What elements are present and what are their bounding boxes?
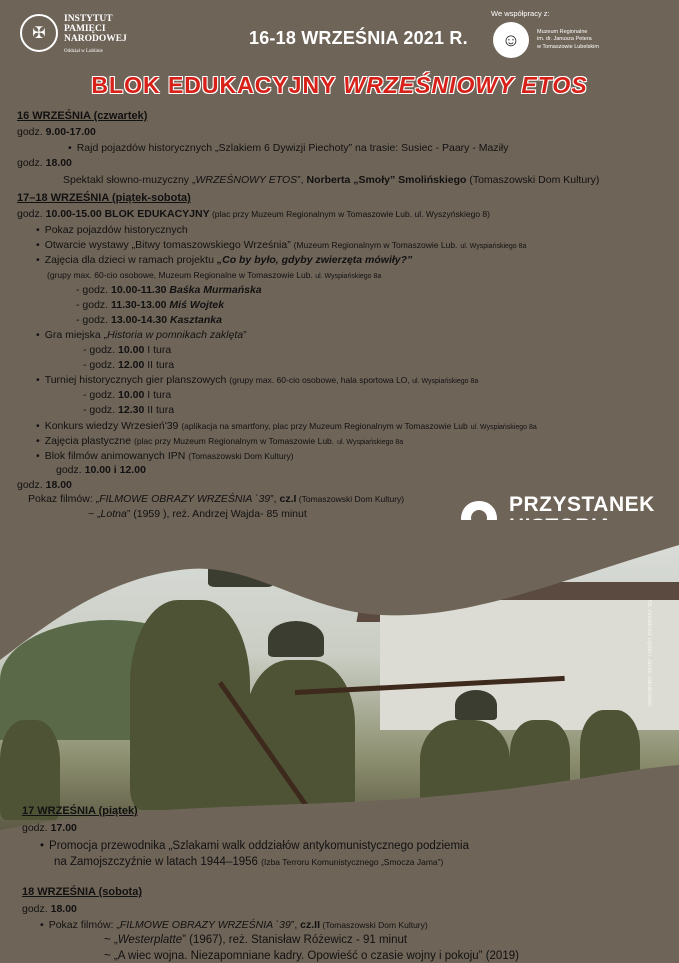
museum-line2: im. dr. Janusza Petera — [537, 36, 592, 43]
t: ” (1959 ), reż. Andrzej Wajda- 85 minut — [126, 508, 307, 520]
t: Miś Wojtek — [169, 299, 225, 311]
t: Zajęcia dla dzieci w ramach projektu — [44, 254, 217, 266]
time: 9.00-17.00 — [45, 126, 96, 138]
t: Gra miejska „ — [44, 329, 108, 341]
t: godz. — [56, 464, 85, 476]
t: ”, — [270, 493, 280, 505]
t: (Muzeum Regionalnym w Tomaszowie Lub. — [293, 240, 458, 250]
day1718-heading: 17–18 WRZEŚNIA (piątek-sobota) — [17, 192, 191, 204]
title-part2: WRZEŚNIOWY ETOS — [343, 72, 588, 98]
t: - godz. — [83, 389, 119, 401]
t: I tura — [144, 389, 172, 401]
eagle-seal-icon: ✠ — [20, 14, 58, 52]
t: Westerplatte — [117, 934, 183, 946]
t: Konkurs wiedzy Wrzesień'39 — [44, 420, 182, 432]
ipn-branch: Oddział w Lublinie — [64, 49, 103, 54]
t: 17.00 — [50, 822, 77, 834]
session-row — [76, 299, 224, 312]
t: cz.I — [279, 493, 297, 505]
film-screening — [28, 493, 404, 506]
ipn-line2: PAMIĘCI — [64, 24, 106, 34]
t: (Izba Terroru Komunistycznego „Smocza Jama”) — [261, 857, 444, 867]
day1718-time-evening — [17, 479, 72, 492]
t: ul. Wyspiańskiego 8a — [470, 424, 537, 431]
t: (Tomaszowski Dom Kultury) — [466, 174, 600, 186]
t: - godz. — [83, 344, 119, 356]
film-screening — [40, 919, 428, 932]
label: godz. — [17, 157, 46, 169]
t: ”, — [297, 174, 307, 186]
helmet-shape — [455, 690, 497, 720]
t: Blok filmów animowanych IPN — [44, 450, 189, 462]
t: I tura — [144, 344, 172, 356]
t: - godz. — [83, 404, 119, 416]
t: - godz. — [76, 284, 112, 296]
museum-line1: Muzeum Regionalne — [537, 28, 588, 35]
t: ” (1967), reż. Stanisław Różewicz - 91 minut — [182, 934, 408, 946]
film-item — [104, 934, 407, 947]
t: II tura — [144, 359, 175, 371]
day16-time1 — [17, 126, 96, 139]
time: 18.00 — [45, 157, 72, 169]
title-part1: BLOK EDUKACYJNY — [91, 72, 344, 98]
t: ul. Wyspiańskiego 8a — [315, 273, 382, 280]
museum-portrait-icon: ☺ — [493, 22, 529, 58]
guide-promo-cont — [54, 856, 443, 869]
film-item: ~ „A wiec wojna. Niezapomniane kadry. Opowieść o czasie wojny i pokoju” (2019) — [104, 950, 519, 962]
t: 13.00-14.30 — [111, 314, 170, 326]
list-item — [36, 239, 526, 253]
t: II tura — [144, 404, 175, 416]
bottom-wave — [0, 760, 679, 840]
guide-promo: • Promocja przewodnika „Szlakami walk oddziałów antykomunistycznego podziemia — [40, 840, 469, 853]
t: ~ „ — [88, 508, 101, 520]
t: - godz. — [76, 299, 112, 311]
t: (plac przy Muzeum Regionalnym w Tomaszowie Lub. — [133, 436, 335, 446]
t: Baśka Murmańska — [169, 284, 262, 296]
cooperation-label: We współpracy z: — [491, 9, 550, 18]
list-item: • Pokaz pojazdów historycznych — [36, 224, 188, 237]
museum-logo — [493, 22, 599, 58]
day16-time2 — [17, 157, 72, 170]
t: WRZEŚNOWY ETOS — [195, 174, 298, 186]
t: (grupy max. 60-cio osobowe, hala sportowa LO, — [229, 375, 413, 385]
list-item-note — [47, 269, 381, 283]
museum-name — [537, 29, 599, 52]
museum-line3: w Tomaszowie Lubelskim — [537, 43, 599, 50]
page-title — [0, 72, 679, 99]
t: cz.II — [300, 919, 321, 931]
photo-credit: fot. Arkadiusz Lipski / Jacek Jakubowski — [646, 600, 652, 707]
t: Zajęcia plastyczne — [44, 435, 134, 447]
session-row — [83, 359, 174, 372]
t: (grupy max. 60-cio osobowe, Muzeum Regionalne w Tomaszowie Lub. — [47, 270, 313, 280]
ipn-line1: INSTYTUT — [64, 14, 113, 24]
session-row — [83, 344, 171, 357]
t: Spektakl słowno-muzyczny „ — [63, 174, 196, 186]
t: Lotna — [100, 508, 127, 520]
t: (Tomaszowski Dom Kultury) — [296, 494, 405, 504]
t: Pokaz filmów: „ — [28, 493, 100, 505]
t: ul. Wyspiańskiego 8a — [412, 378, 479, 385]
show-item — [63, 174, 599, 187]
day18-heading: 18 WRZEŚNIA (sobota) — [22, 886, 142, 898]
t: godz. — [17, 479, 46, 491]
block-time — [17, 208, 490, 221]
t: godz. — [22, 822, 51, 834]
list-item — [36, 329, 247, 342]
t: FILMOWE OBRAZY WRZEŚNIA `39 — [119, 919, 291, 931]
t: 10.00-15.00 BLOK EDUKACYJNY — [45, 208, 210, 220]
t: 10.00-11.30 — [111, 284, 170, 296]
t: ul. Wyspiańskiego 8a — [337, 439, 404, 446]
t: Historia w pomnikach zaklęta — [107, 329, 244, 341]
brand-line1: PRZYSTANEK — [509, 493, 655, 516]
t: (Tomaszowski Dom Kultury) — [188, 451, 294, 461]
t: Norberta „Smoły” Smolińskiego — [306, 174, 467, 186]
event-dates: 16-18 WRZEŚNIA 2021 R. — [249, 28, 468, 48]
label: godz. — [17, 126, 46, 138]
day17-time — [22, 822, 77, 835]
t: FILMOWE OBRAZY WRZEŚNIA `39 — [99, 493, 271, 505]
day16-heading: 16 WRZEŚNIA (czwartek) — [17, 110, 148, 122]
t: ”, — [290, 919, 301, 931]
top-wave — [0, 520, 679, 660]
t: „Co by było, gdyby zwierzęta mówiły?” — [216, 254, 413, 266]
t: 12.00 — [118, 359, 145, 371]
ipn-logo — [20, 14, 127, 57]
t: godz. — [22, 903, 51, 915]
t: na Zamojszczyźnie w latach 1944–1956 — [54, 856, 262, 868]
t: 12.30 — [118, 404, 145, 416]
t: ul. Wyspiańskiego 8a — [460, 243, 527, 250]
ipn-name — [64, 14, 127, 57]
t: (aplikacja na smartfony, plac przy Muzeum Regionalnym w Tomaszowie Lub — [181, 421, 468, 431]
t: 10.00 — [118, 344, 145, 356]
t: 11.30-13.00 — [111, 299, 170, 311]
t: 10.00 i 12.00 — [84, 464, 146, 476]
t: (plac przy Muzeum Regionalnym w Tomaszowie Lub. ul. Wyszyńskiego 8) — [209, 209, 490, 219]
list-item — [36, 420, 537, 434]
session-row — [56, 464, 146, 477]
session-row — [83, 389, 171, 402]
t: Turniej historycznych gier planszowych — [44, 374, 230, 386]
t: 18.00 — [50, 903, 77, 915]
list-item — [36, 435, 403, 449]
t: ” — [243, 329, 247, 341]
session-row — [83, 404, 174, 417]
day18-time — [22, 903, 77, 916]
session-row — [76, 284, 262, 297]
list-item — [36, 450, 294, 463]
t: godz. — [17, 208, 46, 220]
list-item — [36, 374, 478, 388]
t: 18.00 — [45, 479, 72, 491]
t: Kasztanka — [170, 314, 222, 326]
ipn-line3: NARODOWEJ — [64, 34, 127, 44]
t: Pokaz filmów: „ — [48, 919, 120, 931]
t: - godz. — [83, 359, 119, 371]
t: ~ „ — [104, 934, 118, 946]
list-item — [36, 254, 412, 267]
rally-item: • Rajd pojazdów historycznych „Szlakiem 6 Dywizji Piechoty” na trasie: Susiec - Paary - Maziły — [68, 142, 509, 155]
t: 10.00 — [118, 389, 145, 401]
t: - godz. — [76, 314, 112, 326]
t: Otwarcie wystawy „Bitwy tomaszowskiego Września” — [44, 239, 294, 251]
day17-heading: 17 WRZEŚNIA (piątek) — [22, 805, 138, 817]
t: (Tomaszowski Dom Kultury) — [320, 920, 428, 930]
session-row — [76, 314, 222, 327]
